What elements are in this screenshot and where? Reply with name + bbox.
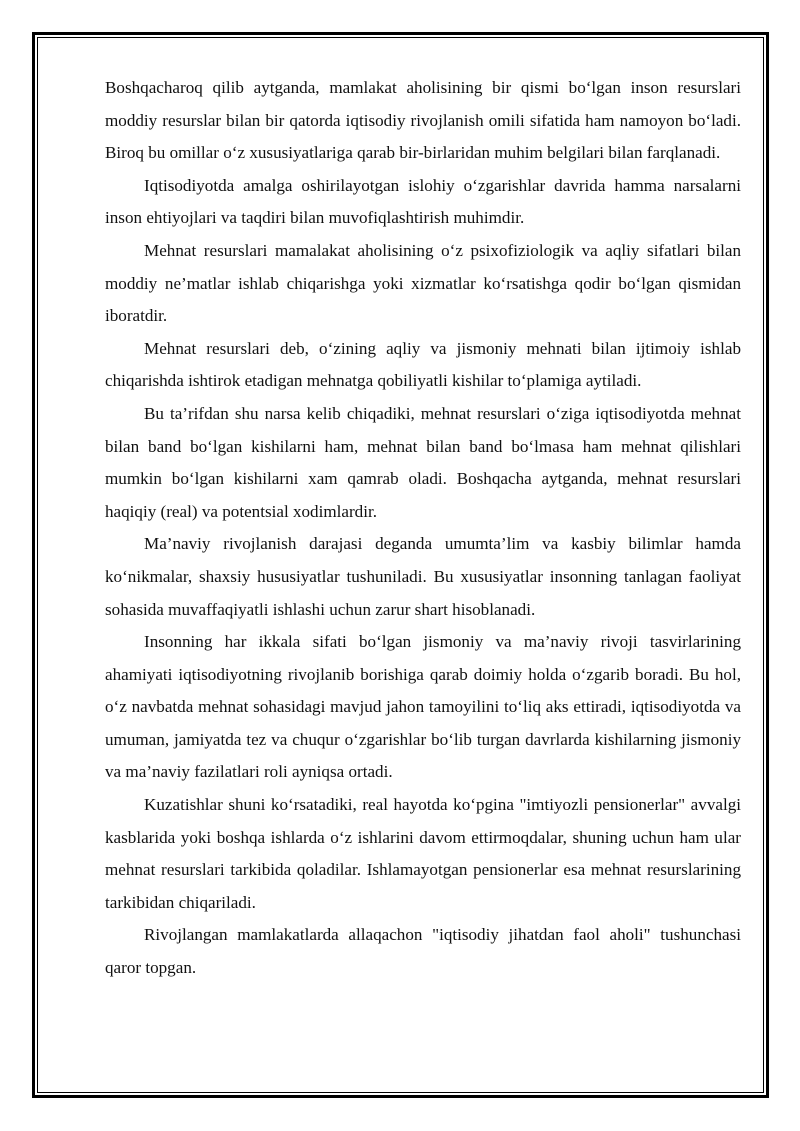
paragraph-1: Boshqacharoq qilib aytganda, mamlakat aholisining bir qismi bo‘lgan inson resurslari moddiy resurslar bilan bir qatorda iqtisodiy rivojlanish omili sifatida ham namoyon bo‘ladi. Biroq bu omillar o‘z xususiyatlariga qarab bir-birlaridan muhim belgilari bilan farqlanadi. [105,78,741,163]
paragraph-8: Kuzatishlar shuni ko‘rsatadiki, real hayotda ko‘pgina "imtiyozli pensionerlar" avvalgi kasblarida yoki boshqa ishlarda o‘z ishlarini davom ettirmoqdalar, shuning uchun ham ular mehnat resurslari tarkibida qoladilar. Ishlamayotgan pensionerlar esa mehnat resurslarining tarkibidan chiqariladi. [105,795,741,912]
paragraph-6: Ma’naviy rivojlanish darajasi deganda umumta’lim va kasbiy bilimlar hamda ko‘nikmalar, shaxsiy hususiyatlar tushuniladi. Bu xususiyatlar insonning tanlagan faoliyat sohasida muvaffaqiyatli ishlashi uchun zarur shart hisoblanadi. [105,534,741,619]
paragraph-4: Mehnat resurslari deb, o‘zining aqliy va jismoniy mehnati bilan ijtimoiy ishlab chiqarishda ishtirok etadigan mehnatga qobiliyatli kishilar to‘plamiga aytiladi. [105,338,741,391]
document-body [105,72,741,985]
paragraph-3: Mehnat resurslari mamalakat aholisining o‘z psixofiziologik va aqliy sifatlari bilan moddiy ne’matlar ishlab chiqarishga yoki xizmatlar ko‘rsatishga qodir bo‘lgan qismidan iboratdir. [105,240,741,326]
paragraph-2: Iqtisodiyotda amalga oshirilayotgan islohiy o‘zgarishlar davrida hamma narsalarni inson ehtiyojlari va taqdiri bilan muvofiqlashtirish muhimdir. [105,175,741,228]
paragraph-5: Bu ta’rifdan shu narsa kelib chiqadiki, mehnat resurslari o‘ziga iqtisodiyotda mehnat bilan band bo‘lgan kishilarni ham, mehnat bilan band bo‘lmasa ham mehnat qilishlari mumkin bo‘lgan kishilarni xam qamrab oladi. Boshqacha aytganda, mehnat resurslari haqiqiy (real) va potentsial xodimlardir. [105,403,741,521]
paragraph-7: Insonning har ikkala sifati bo‘lgan jismoniy va ma’naviy rivoji tasvirlarining ahamiyati iqtisodiyotning rivojlanib borishiga qarab doimiy holda o‘zgarib boradi. Bu hol, o‘z navbatda mehnat sohasidagi mavjud jahon tamoyilini to‘liq aks ettiradi, iqtisodiyotda va umuman, jamiyatda tez va chuqur o‘zgarishlar bo‘lib turgan davrlarda kishilarning jismoniy va ma’naviy fazilatlari roli ayniqsa ortadi. [105,632,741,782]
paragraph-9: Rivojlangan mamlakatlarda allaqachon "iqtisodiy jihatdan faol aholi" tushunchasi qaror topgan. [105,925,741,978]
